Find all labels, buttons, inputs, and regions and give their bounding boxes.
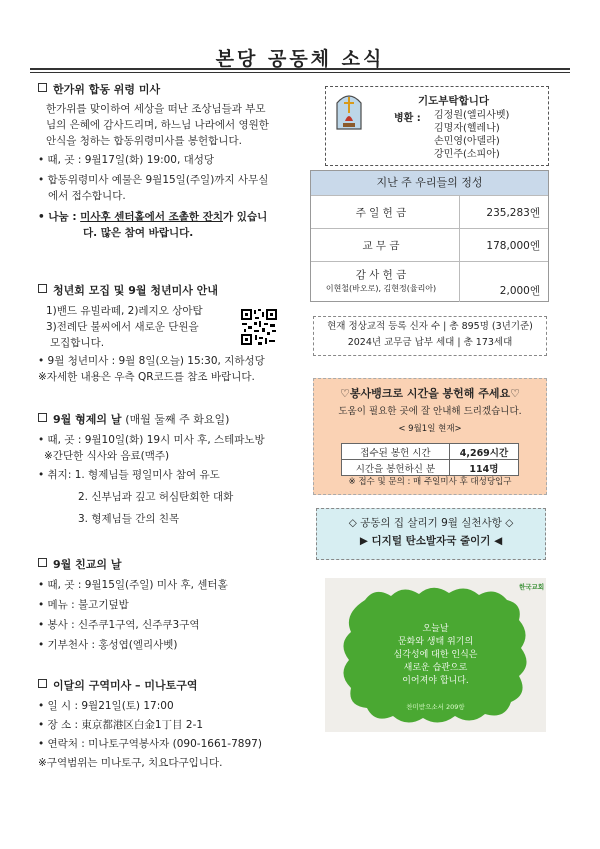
offering-value: 2,000엔 xyxy=(499,285,540,297)
section-brothers-day xyxy=(38,412,300,527)
square-bullet-icon xyxy=(38,83,47,92)
bullet-item: • 연락처 : 미나토구역봉사자 (090-1661-7897) xyxy=(38,736,300,752)
prayer-names xyxy=(434,109,509,161)
bullet-continuation: 에서 접수합니다. xyxy=(48,190,126,202)
body-line: 안식을 청하는 합동위령미사를 봉헌합니다. xyxy=(46,135,242,147)
aim-item: 2. 신부님과 깊고 허심탄회한 대화 xyxy=(78,491,234,503)
laudato-si-poster xyxy=(325,578,546,732)
table-cell: 4,269시간 xyxy=(449,444,518,460)
poster-quote xyxy=(365,623,506,688)
bullet-item: • 기부천사 : 홍성엽(엘리사벳) xyxy=(38,637,300,653)
common-home-title: ◇ 공동의 집 살리기 9월 실천사항 ◇ xyxy=(348,517,514,529)
body-line: 1)밴드 유빌라떼, 2)레지오 상아탑 xyxy=(46,305,203,317)
sharing-rest: 가 있습니 xyxy=(223,211,268,223)
sharing-label: 나눔 : xyxy=(48,211,81,223)
body-line: 님의 은혜에 감사드리며, 하느님 나라에서 영원한 xyxy=(46,119,269,131)
section-heading: 이달의 구역미사 – 미나토구역 xyxy=(53,679,198,692)
bullet-item: • 장 소 : 東京都港区白金1丁目 2-1 xyxy=(38,717,300,733)
bullet-item xyxy=(38,209,300,225)
poster-line: 문화와 생태 위기의 xyxy=(397,637,474,647)
section-heading-sub: (매월 둘째 주 화요일) xyxy=(125,413,230,426)
offering-label: 주 일 헌 금 xyxy=(355,207,407,219)
note: ※간단한 식사와 음료(맥주) xyxy=(44,450,170,462)
bullet-continuation: 다. 많은 참여 바랍니다. xyxy=(83,227,194,239)
prayer-name: 김명자(헬레나) xyxy=(434,123,500,134)
table-row xyxy=(342,460,519,476)
offering-row xyxy=(311,195,548,228)
volunteer-date: < 9월1일 현재> xyxy=(398,424,462,434)
offering-donors: 이현철(바오로), 김현정(율리아) xyxy=(325,284,437,293)
praying-hands-icon xyxy=(334,91,364,131)
section-heading: 한가위 합동 위령 미사 xyxy=(53,83,161,96)
body-line: 모집합니다. xyxy=(50,337,105,349)
bullet-item: • 때, 곳 : 9월17일(화) 19:00, 대성당 xyxy=(38,152,300,168)
common-home-box xyxy=(316,508,546,560)
volunteer-bank-box xyxy=(313,378,547,495)
bullet-item: • 때, 곳 : 9월10일(화) 19시 미사 후, 스테파노방 xyxy=(38,432,300,448)
poster-line: 심각성에 대한 인식은 xyxy=(393,650,478,660)
stat-line: 현재 정상교적 등록 신자 수 | 총 895명 (3년기준) xyxy=(327,321,533,332)
poster-line: 오늘날 xyxy=(422,624,449,634)
prayer-label: 병환 : xyxy=(394,113,421,124)
title-divider xyxy=(30,68,570,73)
volunteer-subtitle: 도움이 필요한 곳에 잘 안내해 드리겠습니다. xyxy=(338,406,522,417)
bullet-item: • 봉사 : 신주쿠1구역, 신주쿠3구역 xyxy=(38,617,300,633)
table-cell: 접수된 봉헌 시간 xyxy=(342,444,450,460)
bullet-item: • 메뉴 : 불고기덮밥 xyxy=(38,597,300,613)
prayer-name: 손민영(아델라) xyxy=(434,136,500,147)
sharing-highlight: 미사후 센터홀에서 조촐한 잔치 xyxy=(80,211,223,223)
note: ※자세한 내용은 우측 QR코드를 참조 바랍니다. xyxy=(38,371,255,383)
table-row xyxy=(342,444,519,460)
note: ※구역범위는 미나토구, 치요다구입니다. xyxy=(38,757,223,769)
offering-value: 178,000엔 xyxy=(486,240,540,252)
offering-row xyxy=(311,261,548,302)
parish-stats-box xyxy=(313,316,547,356)
qr-code-icon[interactable] xyxy=(240,308,278,346)
section-heading: 9월 친교의 날 xyxy=(53,558,122,571)
section-fellowship-day xyxy=(38,557,300,653)
offering-header: 지난 주 우리들의 정성 xyxy=(311,171,548,195)
bullet-item: • 9월 청년미사 : 9월 8일(오늘) 15:30, 지하성당 xyxy=(38,353,300,369)
prayer-title: 기도부탁합니다 xyxy=(418,95,490,107)
square-bullet-icon xyxy=(38,413,47,422)
offering-label: 감 사 헌 금 xyxy=(355,269,407,281)
volunteer-table xyxy=(341,443,519,476)
section-heading: 청년회 모집 및 9월 청년미사 안내 xyxy=(53,284,218,297)
square-bullet-icon xyxy=(38,679,47,688)
poster-source: 찬미받으소서 209항 xyxy=(406,703,465,711)
body-line: 3)전례단 불씨에서 새로운 단원을 xyxy=(46,321,199,333)
bullet-item: • 일 시 : 9월21일(토) 17:00 xyxy=(38,698,300,714)
common-home-action: ▶ 디지털 탄소발자국 줄이기 ◀ xyxy=(359,535,503,547)
offering-table xyxy=(310,170,549,302)
square-bullet-icon xyxy=(38,558,47,567)
prayer-request-box xyxy=(325,86,549,166)
poster-line: 이어져야 합니다. xyxy=(402,676,469,686)
stat-line: 2024년 교무금 납부 세대 | 총 173세대 xyxy=(347,337,513,348)
poster-logo: 한국교회 xyxy=(519,583,545,591)
offering-row xyxy=(311,228,548,261)
table-divider xyxy=(459,196,460,228)
section-chuseok-mass xyxy=(38,82,300,241)
offering-label: 교 무 금 xyxy=(362,240,400,252)
prayer-name: 강민주(소피아) xyxy=(434,149,500,160)
bullet-item: • 합동위령미사 예물은 9월15일(주일)까지 사무실 xyxy=(38,172,300,188)
section-heading: 9월 형제의 날 xyxy=(53,413,122,426)
aim-item: 3. 형제님들 간의 친목 xyxy=(78,513,180,525)
body-line: 한가위를 맞이하여 세상을 떠난 조상님들과 부모 xyxy=(46,103,266,115)
page-title: 본당 공동체 소식 xyxy=(215,48,385,70)
volunteer-footer: ※ 접수 및 문의 : 매 주일미사 후 대성당입구 xyxy=(348,477,512,487)
prayer-name: 김정원(엘리사벳) xyxy=(434,110,510,121)
table-cell: 시간을 봉헌하신 분 xyxy=(342,460,450,476)
section-district-mass xyxy=(38,678,300,771)
volunteer-title: ♡봉사뱅크로 시간을 봉헌해 주세요♡ xyxy=(340,387,520,400)
table-divider xyxy=(459,229,460,261)
offering-value: 235,283엔 xyxy=(486,207,540,219)
table-divider xyxy=(459,262,460,302)
bullet-item: • 때, 곳 : 9월15일(주일) 미사 후, 센터홀 xyxy=(38,577,300,593)
table-cell: 114명 xyxy=(449,460,518,476)
bullet-item: • 취지: 1. 형제님들 평일미사 참여 유도 xyxy=(38,467,300,483)
square-bullet-icon xyxy=(38,284,47,293)
poster-line: 새로운 습관으로 xyxy=(403,663,468,673)
